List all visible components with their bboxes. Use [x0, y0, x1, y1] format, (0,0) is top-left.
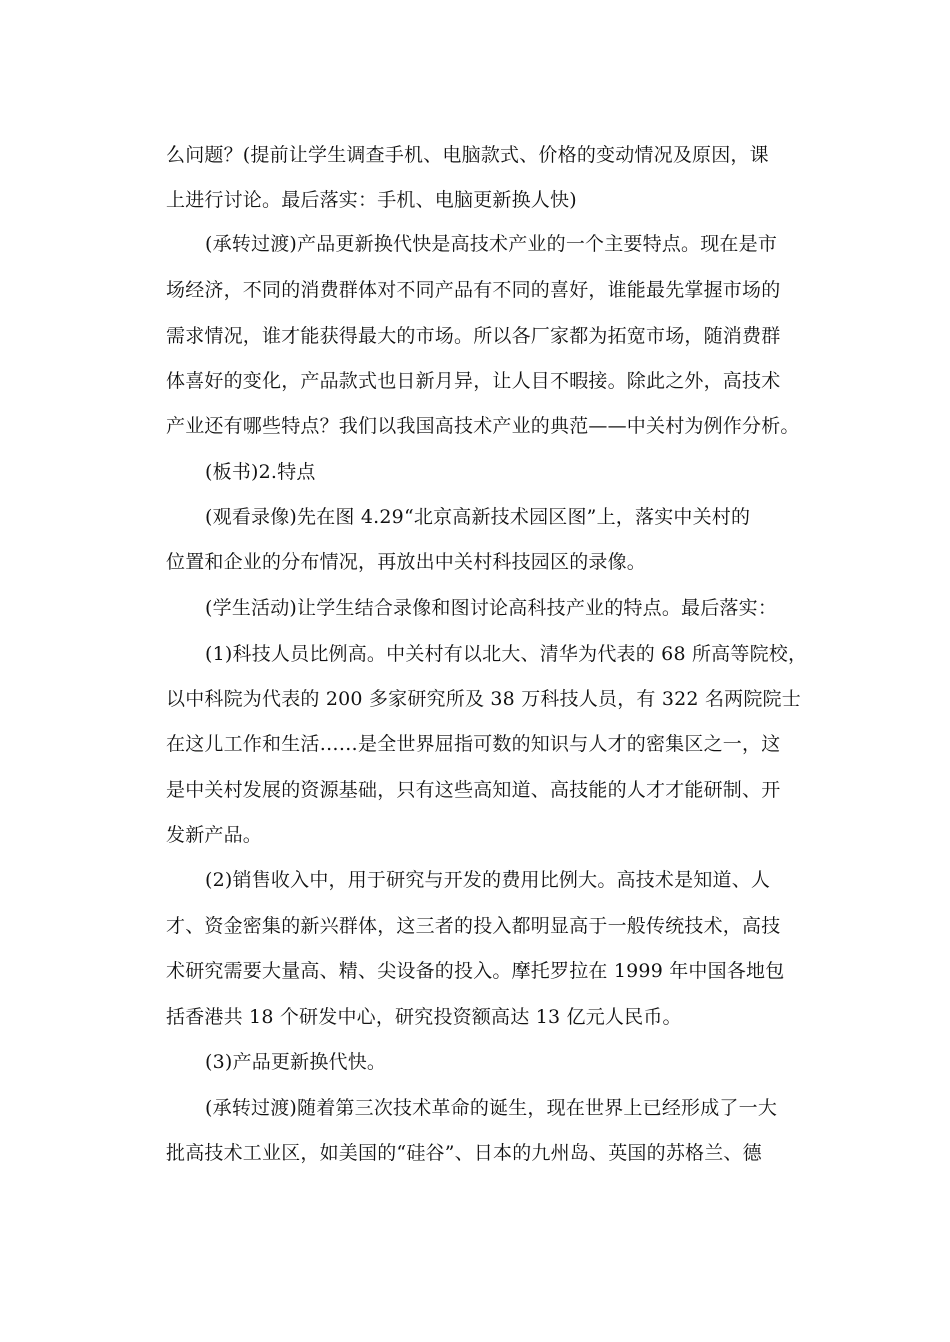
- text-line: 需求情况，谁才能获得最大的市场。所以各厂家都为拓宽市场，随消费群: [166, 325, 781, 347]
- text-line: 上进行讨论。最后落实：手机、电脑更新换人快): [166, 189, 577, 211]
- text-line: 在这儿工作和生活……是全世界屈指可数的知识与人才的密集区之一，这: [166, 733, 781, 755]
- paragraph-first-line: (2)销售收入中，用于研究与开发的费用比例大。高技术是知道、人: [205, 869, 771, 891]
- text-line: 位置和企业的分布情况，再放出中关村科技园区的录像。: [166, 551, 647, 573]
- board-heading: (板书)2.特点: [205, 461, 316, 483]
- paragraph-first-line: (3)产品更新换代快。: [205, 1051, 387, 1073]
- text-line: 么问题？(提前让学生调查手机、电脑款式、价格的变动情况及原因，课: [166, 144, 769, 166]
- paragraph-first-line: (承转过渡)产品更新换代快是高技术产业的一个主要特点。现在是市: [205, 233, 778, 255]
- text-line: 术研究需要大量高、精、尖设备的投入。摩托罗拉在 1999 年中国各地包: [166, 960, 785, 982]
- text-line: 批高技术工业区，如美国的“硅谷”、日本的九州岛、英国的苏格兰、德: [166, 1142, 762, 1164]
- text-line: 括香港共 18 个研发中心，研究投资额高达 13 亿元人民币。: [166, 1006, 682, 1028]
- text-line: 体喜好的变化，产品款式也日新月异，让人目不暇接。除此之外，高技术: [166, 370, 781, 392]
- text-line: 产业还有哪些特点？我们以我国高技术产业的典范——中关村为例作分析。: [166, 415, 800, 437]
- text-line: 发新产品。: [166, 824, 263, 846]
- text-line: 是中关村发展的资源基础，只有这些高知道、高技能的人才才能研制、开: [166, 779, 781, 801]
- text-line: 才、资金密集的新兴群体，这三者的投入都明显高于一般传统技术，高技: [166, 915, 781, 937]
- text-line: 以中科院为代表的 200 多家研究所及 38 万科技人员，有 322 名两院院士: [166, 688, 801, 710]
- paragraph-first-line: (承转过渡)随着第三次技术革命的诞生，现在世界上已经形成了一大: [205, 1097, 778, 1119]
- paragraph-first-line: (观看录像)先在图 4.29“北京高新技术园区图”上，落实中关村的: [205, 506, 751, 528]
- text-line: 场经济，不同的消费群体对不同产品有不同的喜好，谁能最先掌握市场的: [166, 279, 781, 301]
- paragraph-first-line: (1)科技人员比例高。中关村有以北大、清华为代表的 68 所高等院校，: [205, 643, 808, 665]
- paragraph-first-line: (学生活动)让学生结合录像和图讨论高科技产业的特点。最后落实：: [205, 597, 778, 619]
